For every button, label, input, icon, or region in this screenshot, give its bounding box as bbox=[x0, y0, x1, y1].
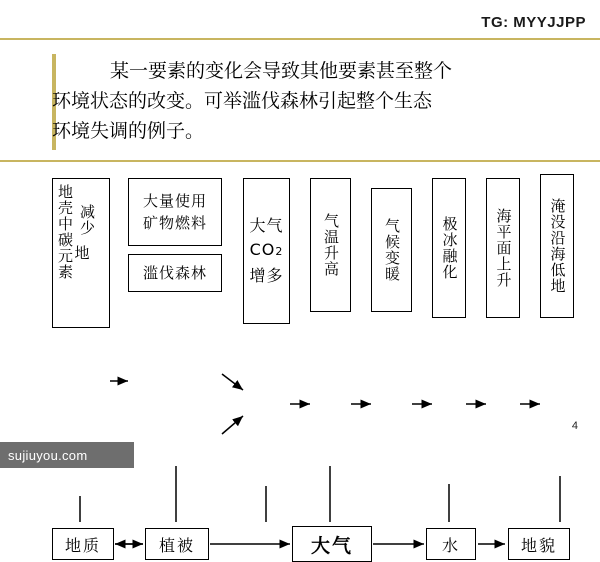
node-text: 滥伐森林 bbox=[142, 263, 207, 282]
paragraph-block bbox=[52, 56, 550, 146]
node-text-line2: 矿物燃料 bbox=[142, 214, 207, 232]
node-text: 地质 bbox=[64, 535, 101, 555]
middle-divider bbox=[0, 160, 600, 162]
node-text: 海平面上升 bbox=[494, 208, 513, 288]
node-polar-ice-melt bbox=[432, 178, 466, 318]
node-geology bbox=[52, 528, 114, 560]
node-co2-increase bbox=[243, 178, 290, 324]
paragraph-line-1: 某一要素的变化会导致其他要素甚至整个 bbox=[110, 60, 453, 82]
node-deforestation bbox=[128, 254, 222, 292]
tg-tag: TG: MYYJJPP bbox=[481, 14, 586, 31]
watermark: sujiuyou.com bbox=[0, 442, 134, 468]
paragraph-line-2: 环境状态的改变。可举滥伐森林引起整个生态 bbox=[52, 90, 433, 112]
node-climate-warming bbox=[371, 188, 412, 312]
node-text: 极冰融化 bbox=[440, 216, 459, 280]
node-water bbox=[426, 528, 476, 560]
node-text-line1: 大气 bbox=[249, 216, 284, 235]
node-text: 植被 bbox=[158, 535, 195, 555]
node-vegetation bbox=[145, 528, 209, 560]
node-atmosphere bbox=[292, 526, 372, 562]
node-carbon-decrease-col2 bbox=[52, 178, 110, 328]
node-text-line1: 大量使用 bbox=[142, 192, 207, 210]
node-sea-level-rise bbox=[486, 178, 520, 318]
paragraph-line-3: 环境失调的例子。 bbox=[52, 120, 205, 142]
node-text: 地 bbox=[72, 245, 91, 261]
page-number: 4 bbox=[571, 420, 578, 432]
node-text: 淹没沿海低地 bbox=[548, 198, 567, 294]
node-landform bbox=[508, 528, 570, 560]
node-text-line3: 增多 bbox=[249, 266, 284, 285]
node-text: 气候变暖 bbox=[383, 218, 401, 282]
node-temperature-rise bbox=[310, 178, 351, 312]
node-text: 地貌 bbox=[520, 535, 557, 555]
top-divider bbox=[0, 38, 600, 40]
node-text-col-b: 减少 bbox=[78, 204, 96, 236]
node-text: 水 bbox=[441, 535, 460, 555]
node-text-line2: CO2 bbox=[249, 240, 284, 259]
node-text-col-a: 地壳中碳元素 bbox=[56, 184, 74, 280]
node-text: 气温升高 bbox=[322, 213, 340, 277]
node-fossil-fuel bbox=[128, 178, 222, 246]
node-coastal-flooding bbox=[540, 174, 574, 318]
node-text: 大气 bbox=[310, 534, 353, 557]
